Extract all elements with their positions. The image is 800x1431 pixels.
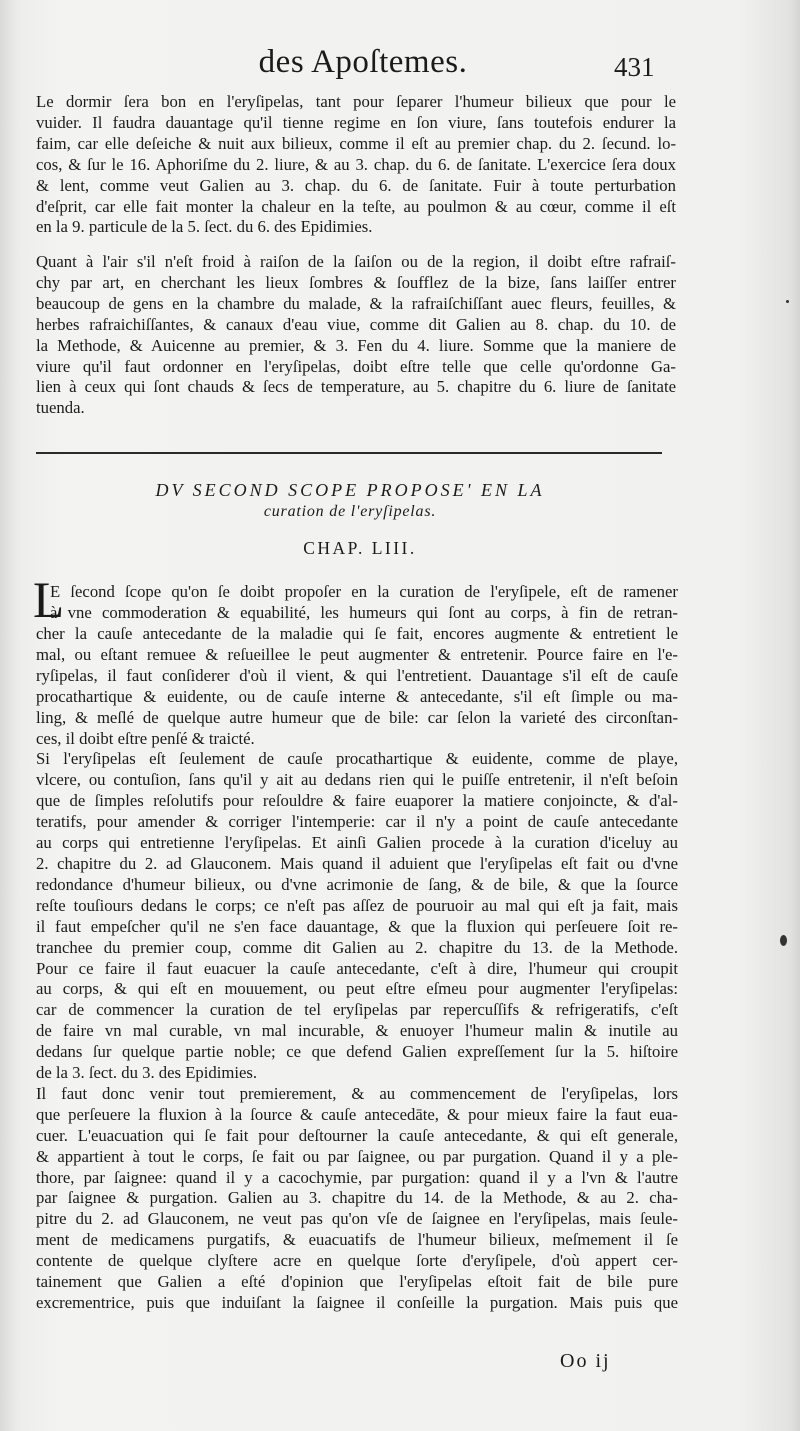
text-line: Le dormir ſera bon en l'eryſipelas, tant pour ſeparer l'humeur bilieux que pour le bbox=[36, 92, 676, 111]
text-line: herbes rafraichiſſantes, & canaux d'eau viue, comme dit Galien au 8. chap. du 10. de bbox=[36, 314, 676, 334]
text-line: Quant à l'air s'il n'eſt froid à raiſon de la ſaiſon ou de la region, il doibt eſtre rafraiſ- bbox=[36, 252, 676, 271]
text-line: vuider. Il faudra dauantage qu'il tienne regime en ſon viure, ſans toutefois endurer la bbox=[36, 112, 676, 132]
text-line: Si l'eryſipelas eſt ſeulement de cauſe procathartique & euidente, comme de playe, bbox=[36, 749, 678, 769]
text-line: à vne commoderation & equabilité, les humeurs qui ſont au corps, à fin de retran- bbox=[50, 602, 678, 622]
text-line: ces, il doibt eſtre penſé & traicté. bbox=[36, 728, 255, 748]
text-line: beaucoup de gens en la chambre du malade, & la rafraiſchiſſant auec fleurs, feuilles, & bbox=[36, 293, 676, 313]
text-line: Pour ce faire il faut euacuer la cauſe antecedante, c'eſt à dire, l'humeur qui croupit bbox=[36, 958, 678, 978]
text-line: de faire vn mal curable, vn mal incurable, & enuoyer l'humeur malin & inutile au bbox=[36, 1021, 678, 1041]
running-head: des Apoſtemes. bbox=[258, 44, 468, 80]
signature-mark: Oo ij bbox=[560, 1350, 611, 1372]
paragraph-air bbox=[36, 252, 676, 419]
text-line: cuer. L'euacuation qui ſe fait pour deſtourner la cauſe antecedante, & qui eſt generale, bbox=[36, 1125, 678, 1145]
text-line: que de ſimples reſolutifs pour reſouldre & faire euaporer la matiere conjoincte, & d'al- bbox=[36, 791, 678, 811]
text-line: contente de quelque clyſtere acre en quelque ſorte d'eryſipele, d'où appert cer- bbox=[36, 1251, 678, 1271]
text-line: procathartique & euidente, ou de cauſe interne & antecedante, s'il eſt ſimple ou ma- bbox=[36, 686, 678, 706]
text-line: lien à ceux qui ſont chauds & ſecs de temperature, au 5. chapitre du 6. liure de ſanitate bbox=[36, 377, 676, 397]
text-line: tainement que Galien a eſté d'opinion que l'eryſipelas eſtoit fait de bile pure bbox=[36, 1272, 678, 1292]
chapter-body bbox=[36, 624, 678, 1314]
text-line: ment de medicamens purgatifs, & euacuatifs de l'humeur bilieux, meſmement il ſe bbox=[36, 1230, 678, 1250]
text-line: ling, & meſlé de quelque autre humeur que de bile: car ſelon la varieté des circonſtan- bbox=[36, 707, 678, 727]
section-title-line-1: DV SECOND SCOPE PROPOSE' EN LA bbox=[155, 480, 545, 500]
text-line: 2. chapitre du 2. ad Glauconem. Mais quand il aduient que l'eryſipelas eſt fait ou d'vne bbox=[36, 853, 678, 873]
text-line: teratifs, pour amender & corriger l'intemperie: car il n'y a point de cauſe antecedante bbox=[36, 812, 678, 832]
text-line: viure qu'il faut ordonner en l'eryſipelas, doibt eſtre telle que celle qu'ordonne Ga- bbox=[36, 356, 676, 376]
text-line: la Methode, & Auicenne au premier, & 3. Fen du 4. liure. Somme que la maniere de bbox=[36, 335, 676, 355]
text-line: car de commencer la curation de tel eryſipelas par repercuſſifs & refrigeratifs, c'eſt bbox=[36, 1000, 678, 1020]
text-line: tuenda. bbox=[36, 398, 85, 418]
chapter-heading: CHAP. LIII. bbox=[303, 538, 417, 558]
section-title-line-2: curation de l'eryſipelas. bbox=[263, 503, 437, 520]
text-line: mal, ou eſtant remuee & reſueillee le peut augmenter & entretenir. Pource faire en l'e- bbox=[36, 644, 678, 664]
text-line: que perſeuere la fluxion à la ſource & cauſe antecedāte, & pour mieux faire la faut eua- bbox=[36, 1104, 678, 1124]
text-line: excrementrice, puis que induiſant la ſaignee il conſeille la purgation. Mais puis que bbox=[36, 1293, 678, 1312]
text-line: dedans ſur quelque partie noble; ce que defend Galien expreſſement ſur la 5. hiſtoire bbox=[36, 1042, 678, 1062]
text-line: pitre du 2. ad Glauconem, ne veut pas qu'on vſe de ſaignee en l'eryſipelas, mais ſeule- bbox=[36, 1209, 678, 1229]
text-line: cher la cauſe antecedante de la maladie qui ſe fait, encores augmente & entretient le bbox=[36, 624, 678, 643]
text-line: redondance d'humeur bilieux, ou d'vne acrimonie de ſang, & de bile, & que la ſource bbox=[36, 874, 678, 894]
chapter-opening bbox=[50, 582, 678, 624]
text-line: au corps, & qui eſt en mouuement, ou peut eſtre eſmeu pour augmenter l'eryſipelas: bbox=[36, 979, 678, 999]
drop-cap: L bbox=[33, 573, 65, 629]
text-line: d'eſprit, car elle fait monter la chaleur en la teſte, au poulmon & au cœur, comme il eſt bbox=[36, 196, 676, 216]
text-line: chy par art, en cherchant les lieux ſombres & ſoufflez de la bize, ſans laiſſer entrer bbox=[36, 272, 676, 292]
text-line: E ſecond ſcope qu'on ſe doibt propoſer en la curation de l'eryſipele, eſt de ramener bbox=[50, 582, 678, 601]
text-line: faim, car elle deſeiche & nuit aux bilieux, comme il eſt au premier chap. du 2. ſecund. lo- bbox=[36, 133, 676, 153]
text-line: & appartient à tout le corps, ſe fait ou par ſaignee, ou par purgation. Quand il y a ple- bbox=[36, 1146, 678, 1166]
text-line: reſte touſiours dedans le corps; ce n'eſt pas aſſez de pouruoir au mal qui eſt ja fait, mais bbox=[36, 895, 678, 915]
ink-blot bbox=[780, 935, 787, 946]
text-line: tranchee du premier coup, comme dit Galien au 2. chapitre du 13. de la Methode. bbox=[36, 937, 678, 957]
text-line: vlcere, ou contuſion, ſans qu'il y ait au dedans rien qui le puiſſe entretenir, il n'eſt beſoin bbox=[36, 770, 678, 790]
text-line: cos, & ſur le 16. Aphoriſme du 2. liure, & au 3. chap. du 6. de ſanitate. L'exercice ſera doux bbox=[36, 154, 676, 174]
section-title bbox=[40, 478, 660, 524]
text-line: & lent, comme veut Galien au 3. chap. du 6. de ſanitate. Fuir à toute perturbation bbox=[36, 175, 676, 195]
text-line: en la 9. particule de la 5. ſect. du 6. des Epidimies. bbox=[36, 217, 373, 237]
text-line: il faut empeſcher qu'il ne s'en face dauantage, & que la fluxion qui perſeuere ſoit re- bbox=[36, 916, 678, 936]
paragraph-sleep-regimen bbox=[36, 92, 676, 238]
text-line: au corps qui entretienne l'eryſipelas. Et ainſi Galien procede à la curation d'iceluy au bbox=[36, 833, 678, 853]
section-divider bbox=[36, 452, 662, 454]
text-line: Il faut donc venir tout premierement, & au commencement de l'eryſipelas, lors bbox=[36, 1083, 678, 1103]
text-line: par ſaignee & purgation. Galien au 3. chapitre du 14. de la Methode, & au 2. cha- bbox=[36, 1188, 678, 1208]
ink-blot bbox=[786, 300, 789, 303]
text-line: ryſipelas, il faut conſiderer d'où il vient, & qui l'entretient. Dauantage s'il eſt de cauſe bbox=[36, 665, 678, 685]
page-number: 431 bbox=[614, 52, 655, 82]
text-line: de la 3. ſect. du 3. des Epidimies. bbox=[36, 1063, 258, 1083]
text-line: thore, par ſaignee: quand il y a cacochymie, par purgation: quand il y a l'vn & l'autre bbox=[36, 1167, 678, 1187]
